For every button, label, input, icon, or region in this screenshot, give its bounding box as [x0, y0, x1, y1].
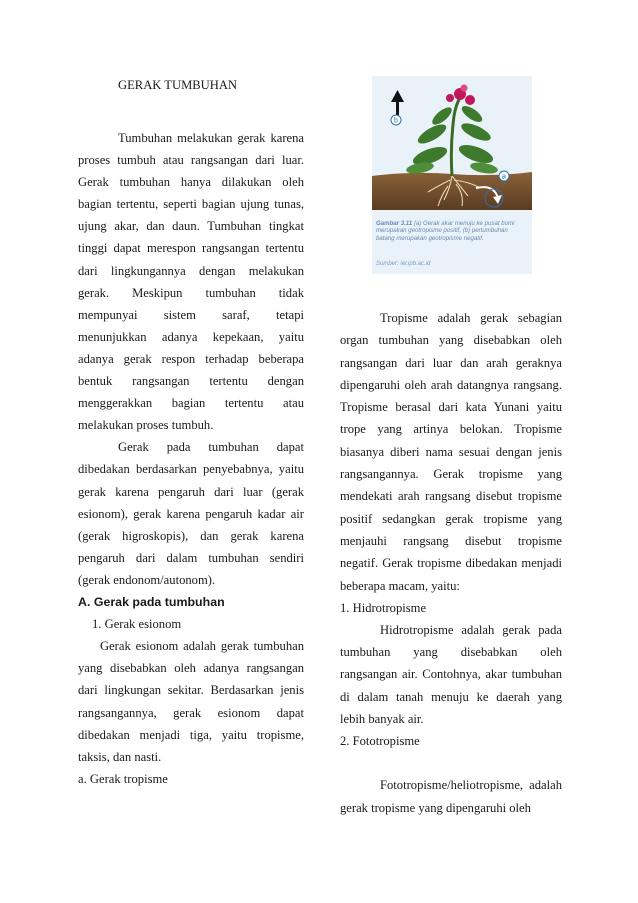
subheading-gerak-esionom: 1. Gerak esionom	[92, 617, 182, 632]
fototropisme-paragraph: Fototropisme/heliotropisme, adalah gerak tropisme yang dipengaruhi oleh	[340, 778, 562, 815]
figure-source-text: iel.ipb.ac.id	[400, 261, 431, 267]
subheading-gerak-tropisme: a. Gerak tropisme	[78, 771, 168, 786]
plant-illustration	[372, 76, 532, 210]
label-b-text: b	[394, 117, 398, 125]
subheading-hidrotropisme: 1. Hidrotropisme	[340, 600, 427, 615]
section-heading-a: A. Gerak pada tumbuhan	[78, 594, 225, 609]
right-column	[340, 307, 562, 819]
esionom-paragraph: Gerak esionom adalah gerak tumbuhan yang disebabkan oleh adanya rangsangan dari lingkungan sekitar. Berdasarkan jenis rangsangannya, gerak esionom dapat dibedakan menjadi tiga, yaitu tropisme, taksis, dan nasti.	[78, 639, 304, 764]
page-title: GERAK TUMBUHAN	[118, 78, 238, 92]
figure-caption-text: (a) Gerak akar menuju ke pusat bumi merupakan geotropisme positif, (b) pertumbuhan batang merupakan geotropisme negatif.	[376, 220, 515, 242]
left-column	[78, 74, 304, 790]
paragraph-spacer	[340, 752, 562, 774]
figure-source-label: Sumber:	[376, 261, 399, 267]
stem-icon	[451, 98, 460, 176]
plant-geotropism-figure	[372, 76, 532, 274]
figure-caption-label: Gambar 3.11	[376, 220, 413, 227]
flowers-icon	[446, 85, 475, 106]
figure-caption	[376, 220, 528, 242]
intro-paragraph-1: Tumbuhan melakukan gerak karena proses tumbuh atau rangsangan dari luar. Gerak tumbuhan hanya dilakukan oleh bagian tertentu, seperti bagian ujung tunas, ujung akar, dan daun. Tumbuhan tingkat tinggi dapat merespon rangsangan tertentu dari lingkungannya dengan melakukan gerak. Meskipun tumbuhan tidak mempunyai sistem saraf, tetapi menunjukkan adanya kepekaan, yaitu adanya gerak respon terhadap beberapa bentuk rangsangan tertentu dengan menggerakkan bagian tertentu atau melakukan proses tumbuh.	[78, 131, 304, 433]
tropisme-paragraph: Tropisme adalah gerak sebagian organ tumbuhan yang disebabkan oleh rangsangan dari luar dan arah geraknya dipengaruhi oleh arah datangnya rangsang. Tropisme berasal dari kata Yunani yaitu trope yang artinya belokan. Tropisme biasanya diberi nama sesuai dengan jenis rangsangannya. Gerak tropisme yang mendekati arah rangsang disebut tropisme positif sedangkan gerak tropisme yang menjauhi rangsang disebut tropisme negatif. Gerak tropisme dibedakan menjadi beberapa macam, yaitu:	[340, 311, 562, 593]
figure-source	[376, 261, 528, 267]
subheading-fototropisme: 2. Fototropisme	[340, 734, 420, 749]
label-a-text: a	[502, 173, 506, 181]
intro-paragraph-2: Gerak pada tumbuhan dapat dibedakan berdasarkan penyebabnya, yaitu gerak karena pengaruh dari luar (gerak esionom), gerak karena pengaruh kadar air (gerak higroskopis), dan gerak karena pengaruh dari dalam tumbuhan sendiri (gerak endonom/autonom).	[78, 440, 304, 587]
hidrotropisme-paragraph: Hidrotropisme adalah gerak pada tumbuhan yang disebabkan oleh rangsangan air. Contohnya, akar tumbuhan di dalam tanah menuju ke daerah yang lebih banyak air.	[340, 622, 562, 727]
